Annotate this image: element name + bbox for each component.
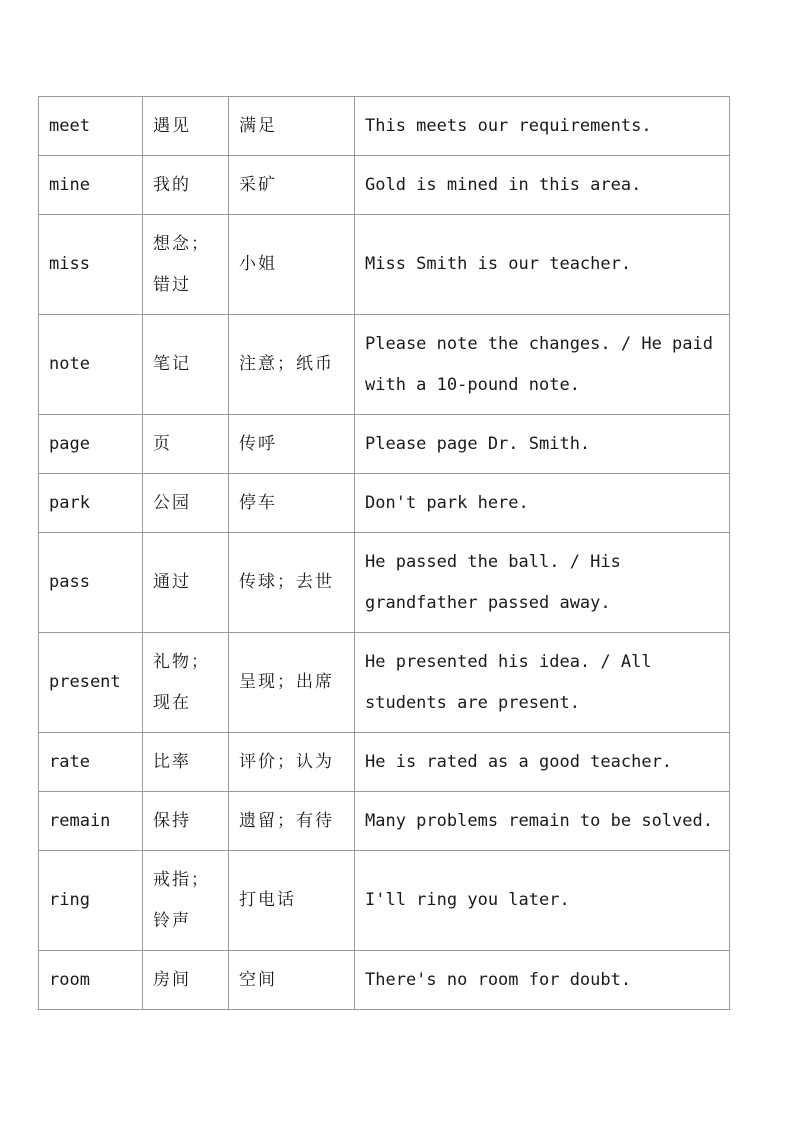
meaning-cell: 戒指；铃声	[143, 851, 229, 951]
table-row	[39, 474, 730, 533]
example-cell: I'll ring you later.	[355, 851, 730, 951]
word-cell: page	[39, 415, 143, 474]
meaning-cell: 笔记	[143, 315, 229, 415]
word-cell: miss	[39, 215, 143, 315]
example-cell: Please note the changes. / He paid with a 10-pound note.	[355, 315, 730, 415]
word-cell: remain	[39, 792, 143, 851]
example-cell: Miss Smith is our teacher.	[355, 215, 730, 315]
word-cell: note	[39, 315, 143, 415]
word-cell: meet	[39, 97, 143, 156]
word-cell: ring	[39, 851, 143, 951]
table-row	[39, 215, 730, 315]
meaning-cell: 比率	[143, 733, 229, 792]
table-row	[39, 792, 730, 851]
example-cell: This meets our requirements.	[355, 97, 730, 156]
meaning-cell: 遇见	[143, 97, 229, 156]
meaning-cell: 页	[143, 415, 229, 474]
meaning-cell: 房间	[143, 951, 229, 1010]
meaning-cell: 公园	[143, 474, 229, 533]
meaning-cell: 传呼	[229, 415, 355, 474]
word-cell: mine	[39, 156, 143, 215]
word-cell: rate	[39, 733, 143, 792]
table-row	[39, 97, 730, 156]
vocabulary-table	[38, 96, 730, 1010]
meaning-cell: 传球；去世	[229, 533, 355, 633]
meaning-cell: 注意；纸币	[229, 315, 355, 415]
meaning-cell: 小姐	[229, 215, 355, 315]
example-cell: Gold is mined in this area.	[355, 156, 730, 215]
example-cell: Many problems remain to be solved.	[355, 792, 730, 851]
meaning-cell: 我的	[143, 156, 229, 215]
meaning-cell: 通过	[143, 533, 229, 633]
table-row	[39, 633, 730, 733]
word-cell: pass	[39, 533, 143, 633]
table-row	[39, 315, 730, 415]
meaning-cell: 评价；认为	[229, 733, 355, 792]
word-cell: park	[39, 474, 143, 533]
example-cell: He is rated as a good teacher.	[355, 733, 730, 792]
example-cell: There's no room for doubt.	[355, 951, 730, 1010]
table-row	[39, 733, 730, 792]
meaning-cell: 空间	[229, 951, 355, 1010]
meaning-cell: 遗留；有待	[229, 792, 355, 851]
table-row	[39, 415, 730, 474]
meaning-cell: 采矿	[229, 156, 355, 215]
meaning-cell: 停车	[229, 474, 355, 533]
table-row	[39, 156, 730, 215]
meaning-cell: 礼物；现在	[143, 633, 229, 733]
meaning-cell: 呈现；出席	[229, 633, 355, 733]
meaning-cell: 打电话	[229, 851, 355, 951]
meaning-cell: 想念；错过	[143, 215, 229, 315]
table-row	[39, 851, 730, 951]
word-cell: room	[39, 951, 143, 1010]
example-cell: Don't park here.	[355, 474, 730, 533]
meaning-cell: 满足	[229, 97, 355, 156]
table-row	[39, 951, 730, 1010]
example-cell: He presented his idea. / All students are present.	[355, 633, 730, 733]
example-cell: He passed the ball. / His grandfather passed away.	[355, 533, 730, 633]
meaning-cell: 保持	[143, 792, 229, 851]
word-cell: present	[39, 633, 143, 733]
table-row	[39, 533, 730, 633]
example-cell: Please page Dr. Smith.	[355, 415, 730, 474]
